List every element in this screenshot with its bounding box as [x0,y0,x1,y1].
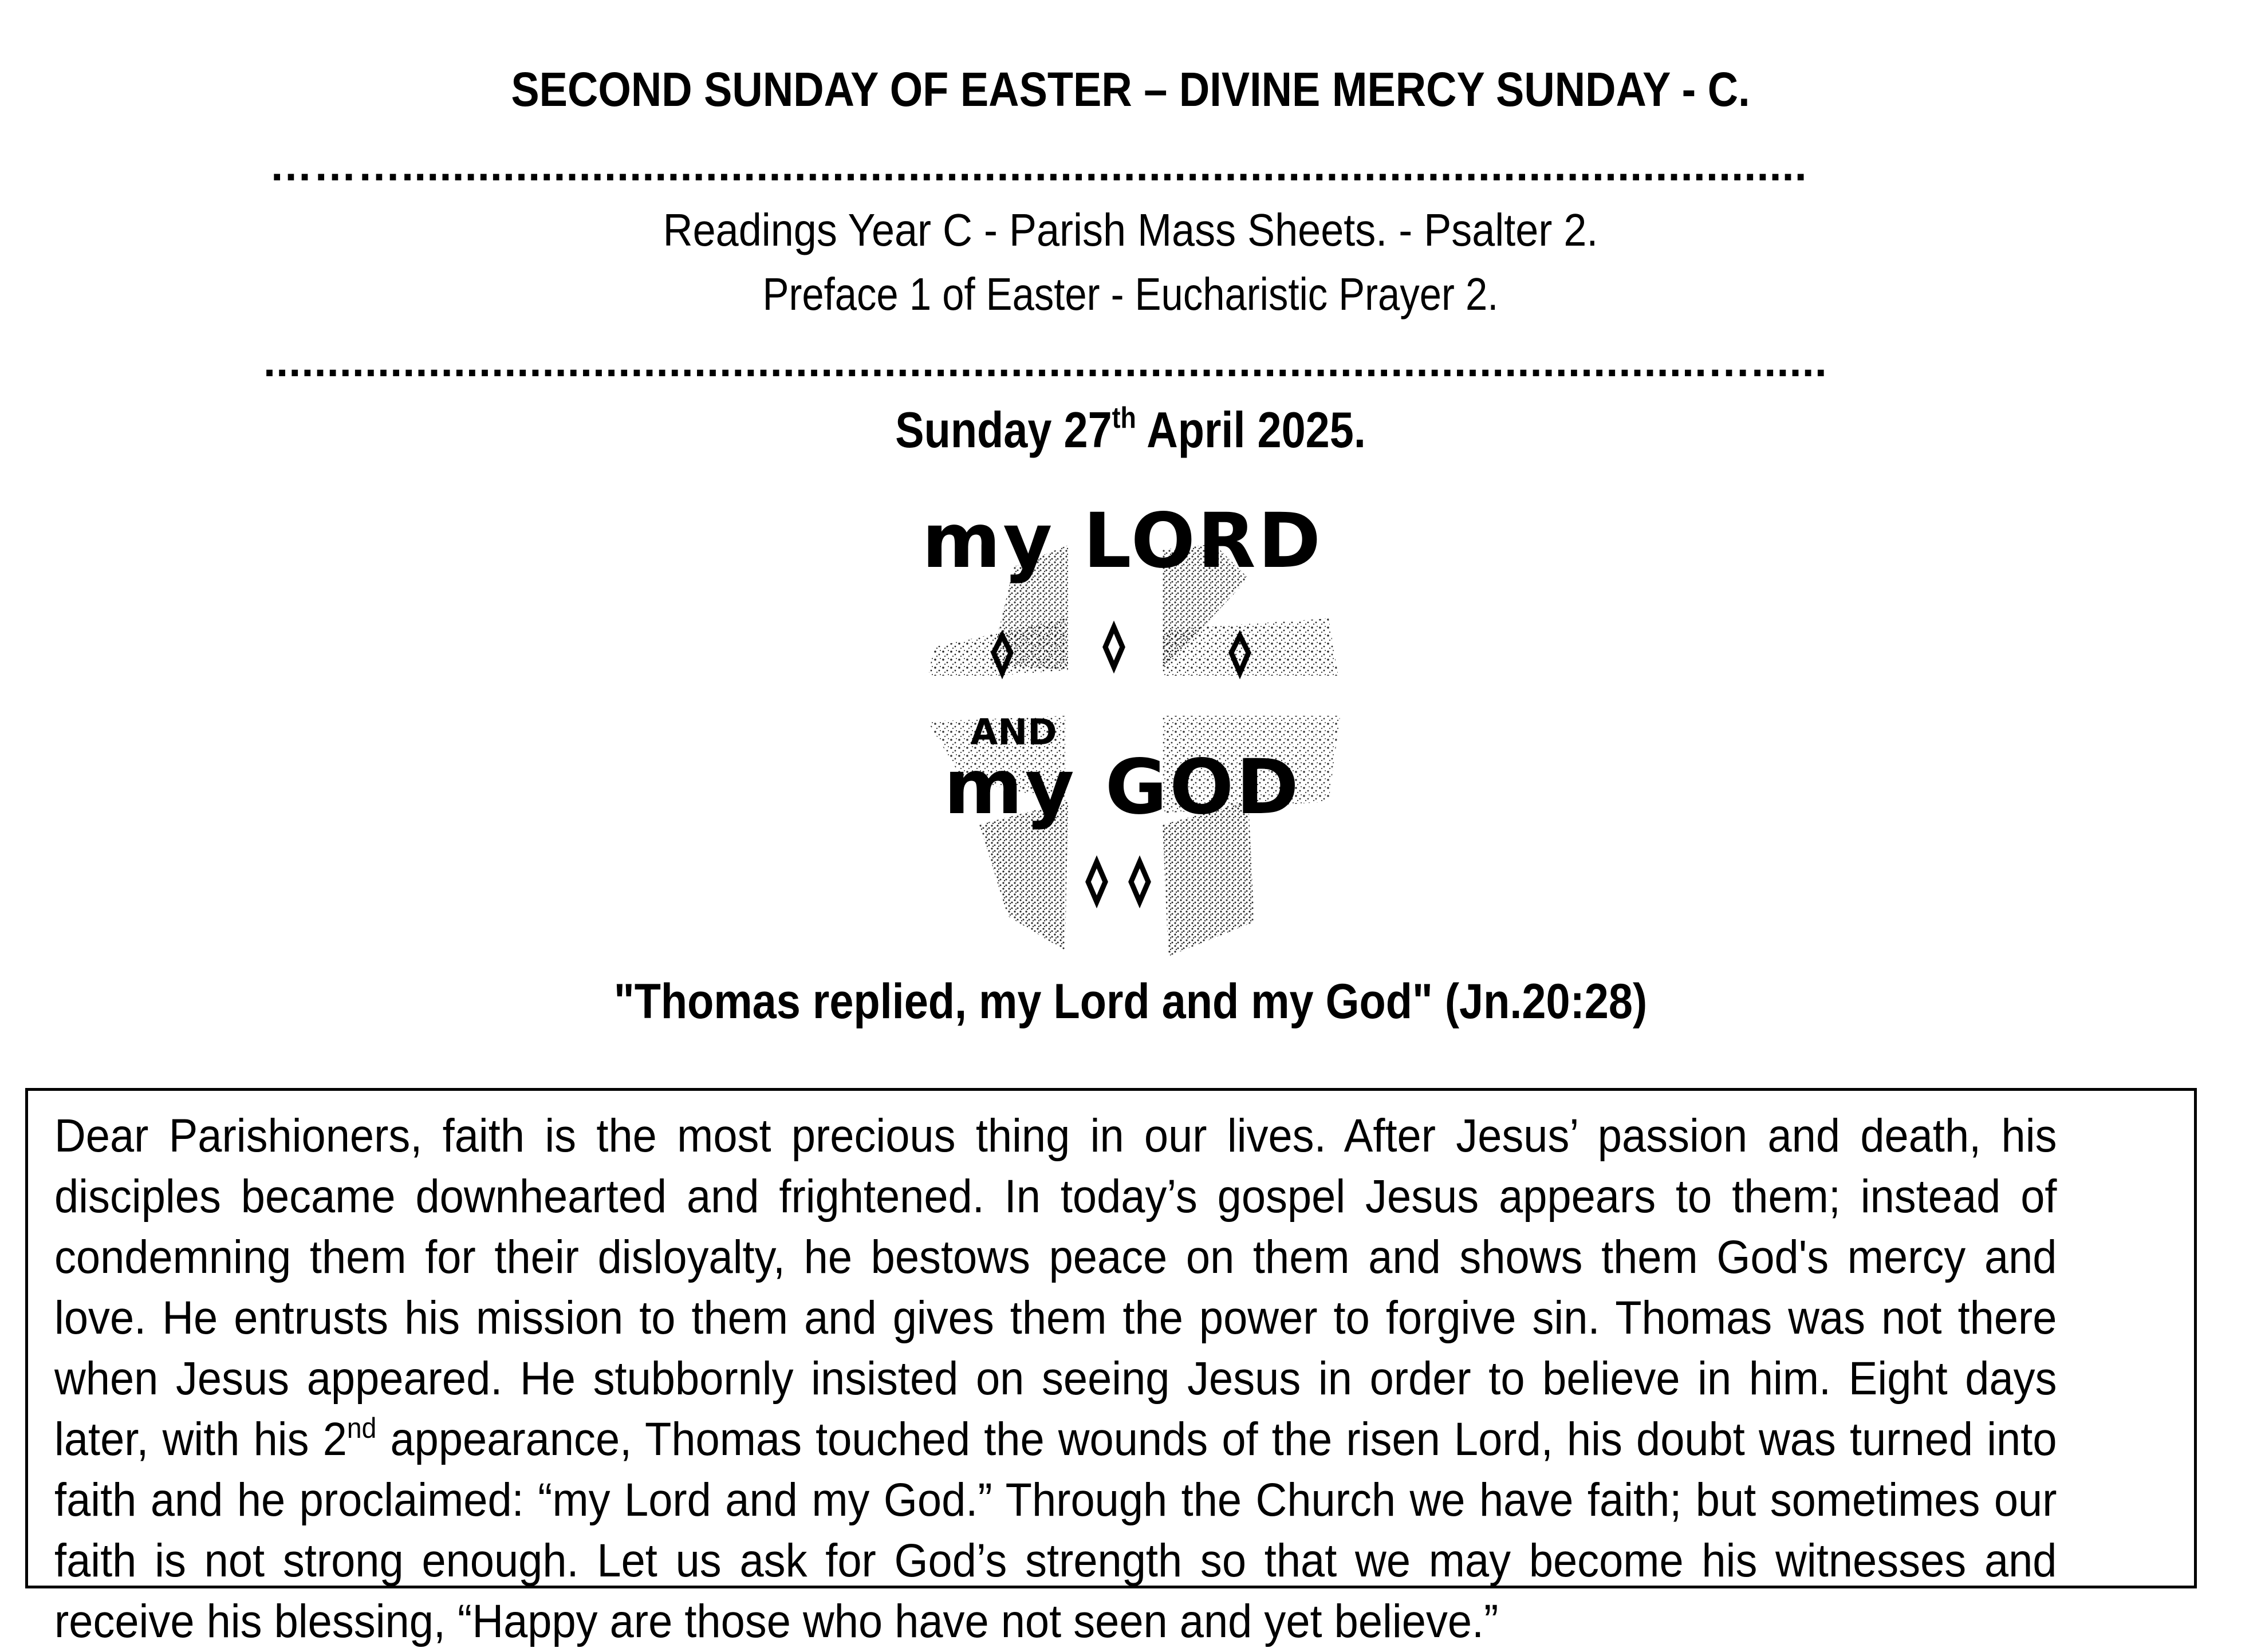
message-ordinal: nd [346,1412,377,1444]
date-ordinal: th [1112,401,1136,435]
emblem-line-2: AND [970,711,1057,753]
preface-line: Preface 1 of Easter - Eucharistic Prayer 2. [762,269,1499,320]
dotted-separator-top: ………............................................................................................................... [269,141,1807,190]
emblem-line-3: my GOD [944,743,1301,831]
page-title: SECOND SUNDAY OF EASTER – DIVINE MERCY SUNDAY - C. [511,62,1750,116]
readings-line: Readings Year C - Parish Mass Sheets. - Psalter 2. [663,204,1598,255]
cross-icon [893,481,1363,962]
date-day: Sunday 27 [895,401,1112,458]
message-part-1: Dear Parishioners, faith is the most precious thing in our lives. After Jesus’ passion and death, his disciples became downhearted and frightened. In today’s gospel Jesus appears to them; instead of condemning them for their disloyalty, he bestows peace on them and shows them God's mercy and love. He entrusts his mission to them and gives them the power to forgive sin. Thomas was not there when Jesus appeared. He stubbornly insisted on seeing Jesus in order to believe in him. Eight days later, with his 2 [54,1110,2057,1465]
mass-date [158,401,2102,459]
message-box [25,1088,2197,1647]
pastoral-message [54,1106,2057,1652]
date-rest: April 2025. [1136,401,1366,458]
message-part-2: appearance, Thomas touched the wounds of the risen Lord, his doubt was turned into faith and he proclaimed: “my Lord and my God.” Through the Church we have faith; but sometimes our faith is not strong enough. Let us ask for God’s strength so that we may become his witnesses and receive his blessing, “Happy are those who have not seen and yet believe.” [54,1413,2057,1647]
scripture-quote: "Thomas replied, my Lord and my God" (Jn.20:28) [613,974,1648,1029]
dotted-separator-bottom: ..................................................................................................................…...... [263,337,1827,386]
my-lord-my-god-emblem [893,481,1363,962]
emblem-line-1: my LORD [921,497,1323,585]
